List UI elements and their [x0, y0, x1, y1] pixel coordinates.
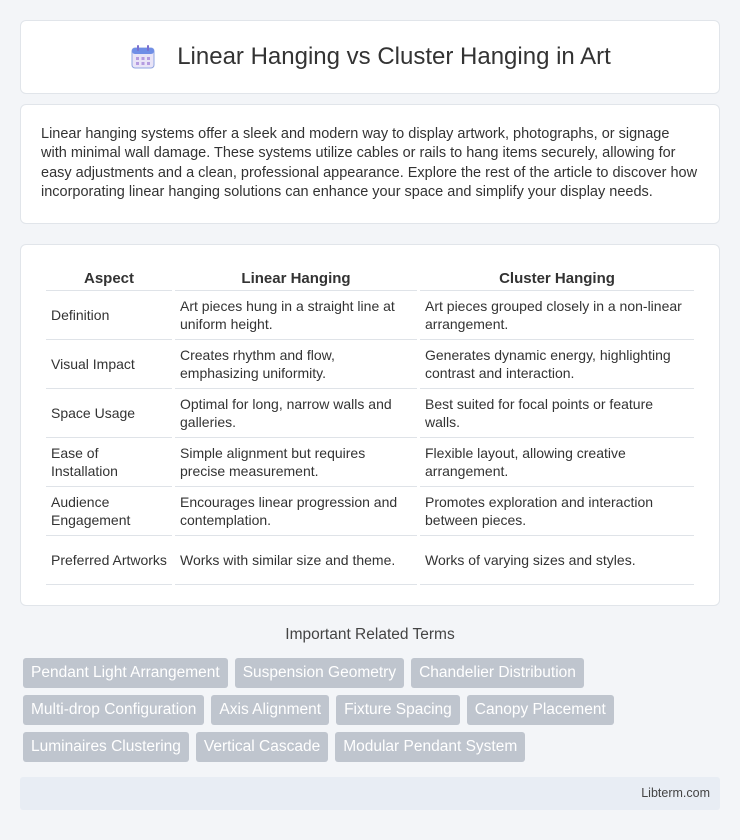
comparison-card — [20, 244, 720, 606]
table-row — [46, 536, 694, 585]
column-header-linear: Linear Hanging — [175, 265, 417, 291]
row-cluster: Works of varying sizes and styles. — [420, 536, 694, 585]
related-term-tag[interactable]: Vertical Cascade — [196, 732, 328, 762]
column-header-cluster: Cluster Hanging — [420, 265, 694, 291]
table-row — [46, 389, 694, 438]
tag-row — [23, 658, 723, 688]
related-term-tag[interactable]: Modular Pendant System — [335, 732, 525, 762]
row-cluster: Best suited for focal points or feature walls. — [420, 389, 694, 438]
row-linear: Art pieces hung in a straight line at uniform height. — [175, 291, 417, 340]
calendar-icon — [129, 43, 157, 71]
row-cluster: Art pieces grouped closely in a non-linear arrangement. — [420, 291, 694, 340]
column-header-aspect: Aspect — [46, 265, 172, 291]
intro-card — [20, 104, 720, 224]
table-row — [46, 438, 694, 487]
related-terms-title: Important Related Terms — [285, 626, 455, 643]
related-term-tag[interactable]: Chandelier Distribution — [411, 658, 584, 688]
related-term-tag[interactable]: Luminaires Clustering — [23, 732, 189, 762]
row-aspect: Audience Engagement — [46, 487, 172, 536]
related-term-tag[interactable]: Pendant Light Arrangement — [23, 658, 228, 688]
row-aspect: Preferred Artworks — [46, 536, 172, 585]
row-aspect: Ease of Installation — [46, 438, 172, 487]
header-card — [20, 20, 720, 94]
tag-row — [23, 695, 723, 725]
row-aspect: Definition — [46, 291, 172, 340]
related-term-tag[interactable]: Multi-drop Configuration — [23, 695, 204, 725]
table-row — [46, 340, 694, 389]
related-term-tag[interactable]: Axis Alignment — [211, 695, 329, 725]
row-cluster: Promotes exploration and interaction between pieces. — [420, 487, 694, 536]
row-aspect: Visual Impact — [46, 340, 172, 389]
tag-row — [23, 732, 723, 762]
related-term-tag[interactable]: Fixture Spacing — [336, 695, 460, 725]
row-aspect: Space Usage — [46, 389, 172, 438]
row-linear: Works with similar size and theme. — [175, 536, 417, 585]
related-term-tag[interactable]: Suspension Geometry — [235, 658, 404, 688]
row-linear: Simple alignment but requires precise measurement. — [175, 438, 417, 487]
row-linear: Creates rhythm and flow, emphasizing uniformity. — [175, 340, 417, 389]
footer-site-link[interactable]: Libterm.com — [641, 786, 710, 800]
intro-text: Linear hanging systems offer a sleek and modern way to display artwork, photographs, or signage with minimal wall damage. These systems utilize cables or rails to hang items securely, allowing for easy adjustments and a clean, professional appearance. Explore the rest of the article to discover how incorporating linear hanging solutions can enhance your space and simplify your display needs. — [41, 126, 698, 201]
comparison-table — [43, 265, 697, 585]
footer — [20, 777, 720, 810]
row-cluster: Flexible layout, allowing creative arrangement. — [420, 438, 694, 487]
row-cluster: Generates dynamic energy, highlighting contrast and interaction. — [420, 340, 694, 389]
table-row — [46, 487, 694, 536]
row-linear: Optimal for long, narrow walls and galleries. — [175, 389, 417, 438]
related-term-tag[interactable]: Canopy Placement — [467, 695, 614, 725]
page-title: Linear Hanging vs Cluster Hanging in Art — [177, 43, 611, 70]
row-linear: Encourages linear progression and contemplation. — [175, 487, 417, 536]
table-row — [46, 291, 694, 340]
table-header-row — [46, 265, 694, 291]
related-terms-list — [23, 658, 723, 769]
